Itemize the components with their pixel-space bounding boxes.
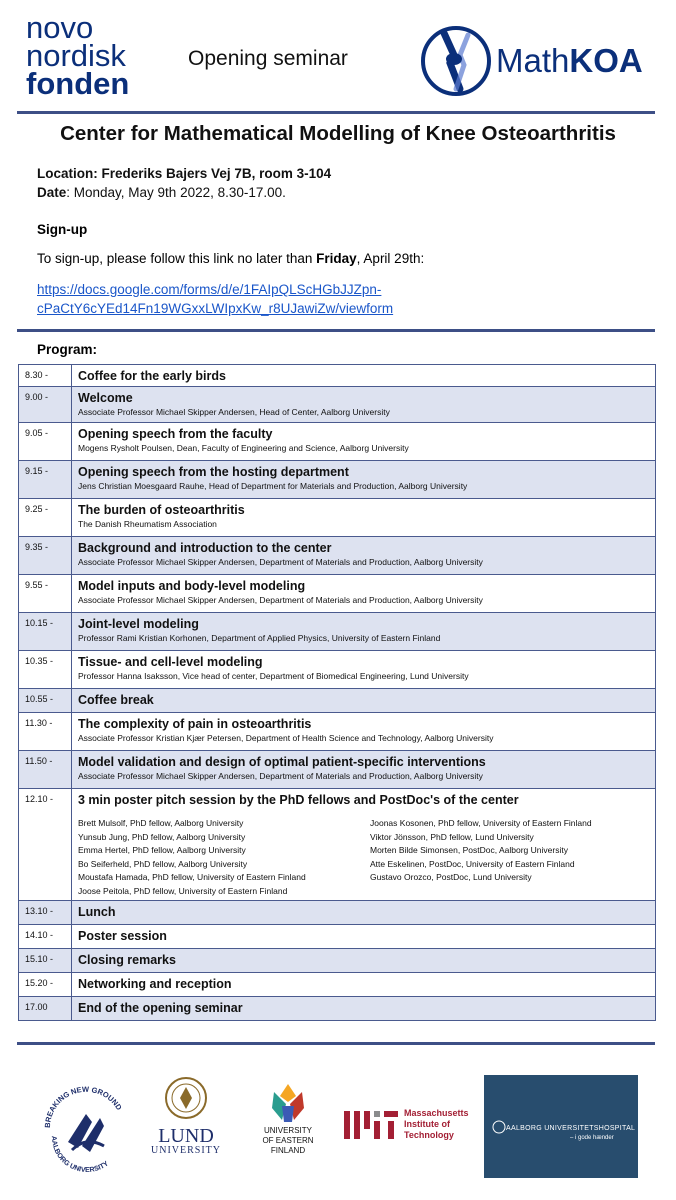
program-row bbox=[19, 751, 656, 789]
novo-nordisk-fonden-logo: novo nordisk fonden bbox=[26, 10, 130, 101]
program-row bbox=[19, 949, 656, 973]
mit-logo: Massachusetts Institute of Technology bbox=[344, 1108, 469, 1141]
program-item-title: Coffee for the early birds bbox=[78, 369, 226, 383]
program-time: 14.10 - bbox=[19, 925, 72, 949]
program-time: 9.15 - bbox=[19, 461, 72, 499]
header bbox=[0, 0, 676, 112]
page-title: Center for Mathematical Modelling of Knee Osteoarthritis bbox=[60, 122, 616, 145]
program-row bbox=[19, 613, 656, 651]
program-item-title: End of the opening seminar bbox=[78, 1001, 243, 1015]
signup-text: To sign-up, please follow this link no later than Friday, April 29th: bbox=[37, 251, 425, 266]
program-item-title: Networking and reception bbox=[78, 977, 232, 991]
program-table bbox=[18, 364, 656, 1021]
program-time: 10.35 - bbox=[19, 651, 72, 689]
lund-seal-icon bbox=[164, 1074, 208, 1122]
fellow-entry: Gustavo Orozco, PostDoc, Lund University bbox=[370, 872, 532, 883]
svg-text:AALBORG UNIVERSITY: AALBORG UNIVERSITY bbox=[49, 1135, 111, 1175]
location: Location: Frederiks Bajers Vej 7B, room 3-104 bbox=[37, 166, 332, 181]
partner-logos bbox=[0, 1060, 676, 1200]
fellow-entry: Joose Peitola, PhD fellow, University of Eastern Finland bbox=[78, 885, 288, 896]
program-time: 9.00 - bbox=[19, 387, 72, 423]
fellow-entry: Viktor Jönsson, PhD fellow, Lund University bbox=[370, 831, 534, 842]
mit-mark-icon bbox=[344, 1111, 398, 1139]
program-row bbox=[19, 423, 656, 461]
program-item bbox=[72, 613, 656, 651]
program-item bbox=[72, 461, 656, 499]
program-item bbox=[72, 751, 656, 789]
program-item-speaker: Associate Professor Michael Skipper Andersen, Head of Center, Aalborg University bbox=[78, 407, 390, 417]
program-item bbox=[72, 423, 656, 461]
lund-university-logo: LUND UNIVERSITY bbox=[150, 1074, 222, 1174]
program-item bbox=[72, 689, 656, 713]
program-time: 10.15 - bbox=[19, 613, 72, 651]
divider bbox=[17, 1042, 655, 1045]
program-row bbox=[19, 499, 656, 537]
program-time: 9.35 - bbox=[19, 537, 72, 575]
program-item bbox=[72, 973, 656, 997]
divider bbox=[17, 111, 655, 114]
fellow-entry: Joonas Kosonen, PhD fellow, University of Eastern Finland bbox=[370, 818, 592, 828]
program-row bbox=[19, 973, 656, 997]
uef-logo: UNIVERSITY OF EASTERN FINLAND bbox=[252, 1080, 324, 1180]
program-item bbox=[72, 365, 656, 387]
program-time: 13.10 - bbox=[19, 901, 72, 925]
program-item-title: Lunch bbox=[78, 905, 116, 919]
program-row bbox=[19, 901, 656, 925]
program-time: 15.10 - bbox=[19, 949, 72, 973]
program-heading: Program: bbox=[37, 342, 98, 357]
signup-link[interactable]: https://docs.google.com/forms/d/e/1FAIpQLScHGbJJZpn- cPaCtY6cYEd14Fn19WGxxLWIpxKw_r8UJawiZw/viewform bbox=[37, 282, 394, 316]
seminar-subtitle: Opening seminar bbox=[188, 47, 348, 70]
program-time: 8.30 - bbox=[19, 365, 72, 387]
program-item bbox=[72, 537, 656, 575]
fellows-column bbox=[370, 817, 592, 899]
program-row bbox=[19, 713, 656, 751]
program-row bbox=[19, 461, 656, 499]
fellow-entry: Yunsub Jung, PhD fellow, Aalborg University bbox=[78, 831, 246, 842]
program-item-speaker: Associate Professor Michael Skipper Andersen, Department of Materials and Production, Aalborg University bbox=[78, 557, 483, 567]
program-row bbox=[19, 387, 656, 423]
uef-emblem-icon bbox=[268, 1080, 308, 1126]
svg-text:BREAKING NEW GROUND: BREAKING NEW GROUND bbox=[42, 1084, 124, 1129]
program-item-title: The burden of osteoarthritis bbox=[78, 503, 245, 517]
program-item bbox=[72, 925, 656, 949]
program-item bbox=[72, 789, 656, 901]
event-details bbox=[37, 164, 331, 202]
fellows-column bbox=[78, 817, 370, 899]
program-row bbox=[19, 651, 656, 689]
program-item-title: Welcome bbox=[78, 391, 133, 405]
program-item bbox=[72, 997, 656, 1021]
fellow-entry: Emma Hertel, PhD fellow, Aalborg University bbox=[78, 845, 246, 856]
program-item-title: Model validation and design of optimal patient-specific interventions bbox=[78, 755, 486, 769]
program-item bbox=[72, 387, 656, 423]
program-row bbox=[19, 537, 656, 575]
program-item bbox=[72, 499, 656, 537]
program-item-title: Model inputs and body-level modeling bbox=[78, 579, 306, 593]
date: Date: Monday, May 9th 2022, 8.30-17.00. bbox=[37, 185, 286, 200]
program-item-title: The complexity of pain in osteoarthritis bbox=[78, 717, 312, 731]
program-item-speaker: Professor Hanna Isaksson, Vice head of center, Department of Biomedical Engineering, Lund University bbox=[78, 671, 469, 681]
program-item-title: Opening speech from the hosting department bbox=[78, 465, 349, 479]
fellow-entry: Atte Eskelinen, PostDoc, University of Eastern Finland bbox=[370, 858, 575, 869]
program-time: 12.10 - bbox=[19, 789, 72, 901]
program-item-speaker: Professor Rami Kristian Korhonen, Department of Applied Physics, University of Eastern Finland bbox=[78, 633, 441, 643]
program-time: 11.30 - bbox=[19, 713, 72, 751]
fellows-list bbox=[78, 817, 655, 899]
fellow-entry: Bo Seiferheld, PhD fellow, Aalborg University bbox=[78, 858, 248, 869]
aalborg-university-hospital-logo: AALBORG UNIVERSITETSHOSPITAL – i gode hænder bbox=[484, 1075, 638, 1178]
mathkoa-logo: MathKOA bbox=[420, 26, 643, 96]
program-time: 9.05 - bbox=[19, 423, 72, 461]
program-time: 11.50 - bbox=[19, 751, 72, 789]
fellow-entry: Moustafa Hamada, PhD fellow, University of Eastern Finland bbox=[78, 872, 306, 883]
program-time: 15.20 - bbox=[19, 973, 72, 997]
program-item-title: Closing remarks bbox=[78, 953, 176, 967]
program-item-speaker: Mogens Rysholt Poulsen, Dean, Faculty of Engineering and Science, Aalborg University bbox=[78, 443, 409, 453]
divider bbox=[17, 329, 655, 332]
program-row bbox=[19, 925, 656, 949]
program-row bbox=[19, 689, 656, 713]
program-time: 9.25 - bbox=[19, 499, 72, 537]
program-item bbox=[72, 949, 656, 973]
program-item-title: Coffee break bbox=[78, 693, 154, 707]
program-item bbox=[72, 651, 656, 689]
program-item-speaker: Associate Professor Michael Skipper Andersen, Department of Materials and Production, Aalborg University bbox=[78, 595, 483, 605]
program-item-speaker: Associate Professor Kristian Kjær Petersen, Department of Health Science and Technology, Aalborg University bbox=[78, 733, 494, 743]
program-item-title: Background and introduction to the center bbox=[78, 541, 332, 555]
program-row bbox=[19, 789, 656, 901]
program-time: 17.00 bbox=[19, 997, 72, 1021]
program-item-speaker: Associate Professor Michael Skipper Andersen, Department of Materials and Production, Aalborg University bbox=[78, 771, 483, 781]
signup-heading: Sign-up bbox=[37, 222, 88, 237]
program-item-title: 3 min poster pitch session by the PhD fellows and PostDoc's of the center bbox=[78, 793, 519, 807]
program-item bbox=[72, 713, 656, 751]
program-item-title: Poster session bbox=[78, 929, 167, 943]
program-time: 9.55 - bbox=[19, 575, 72, 613]
program-item-title: Opening speech from the faculty bbox=[78, 427, 273, 441]
aalborg-university-logo bbox=[42, 1066, 128, 1178]
program-item bbox=[72, 901, 656, 925]
fellow-entry: Brett Mulsolf, PhD fellow, Aalborg University bbox=[78, 818, 244, 828]
knee-joint-icon bbox=[420, 25, 492, 97]
program-item-speaker: The Danish Rheumatism Association bbox=[78, 519, 217, 529]
program-item-title: Tissue- and cell-level modeling bbox=[78, 655, 263, 669]
hospital-emblem-icon bbox=[492, 1120, 506, 1134]
fellow-entry: Morten Bilde Simonsen, PostDoc, Aalborg University bbox=[370, 845, 568, 856]
program-item bbox=[72, 575, 656, 613]
program-item-speaker: Jens Christian Moesgaard Rauhe, Head of Department for Materials and Production, Aalborg University bbox=[78, 481, 468, 491]
program-row bbox=[19, 365, 656, 387]
program-row bbox=[19, 575, 656, 613]
program-item-title: Joint-level modeling bbox=[78, 617, 199, 631]
program-row bbox=[19, 997, 656, 1021]
program-time: 10.55 - bbox=[19, 689, 72, 713]
